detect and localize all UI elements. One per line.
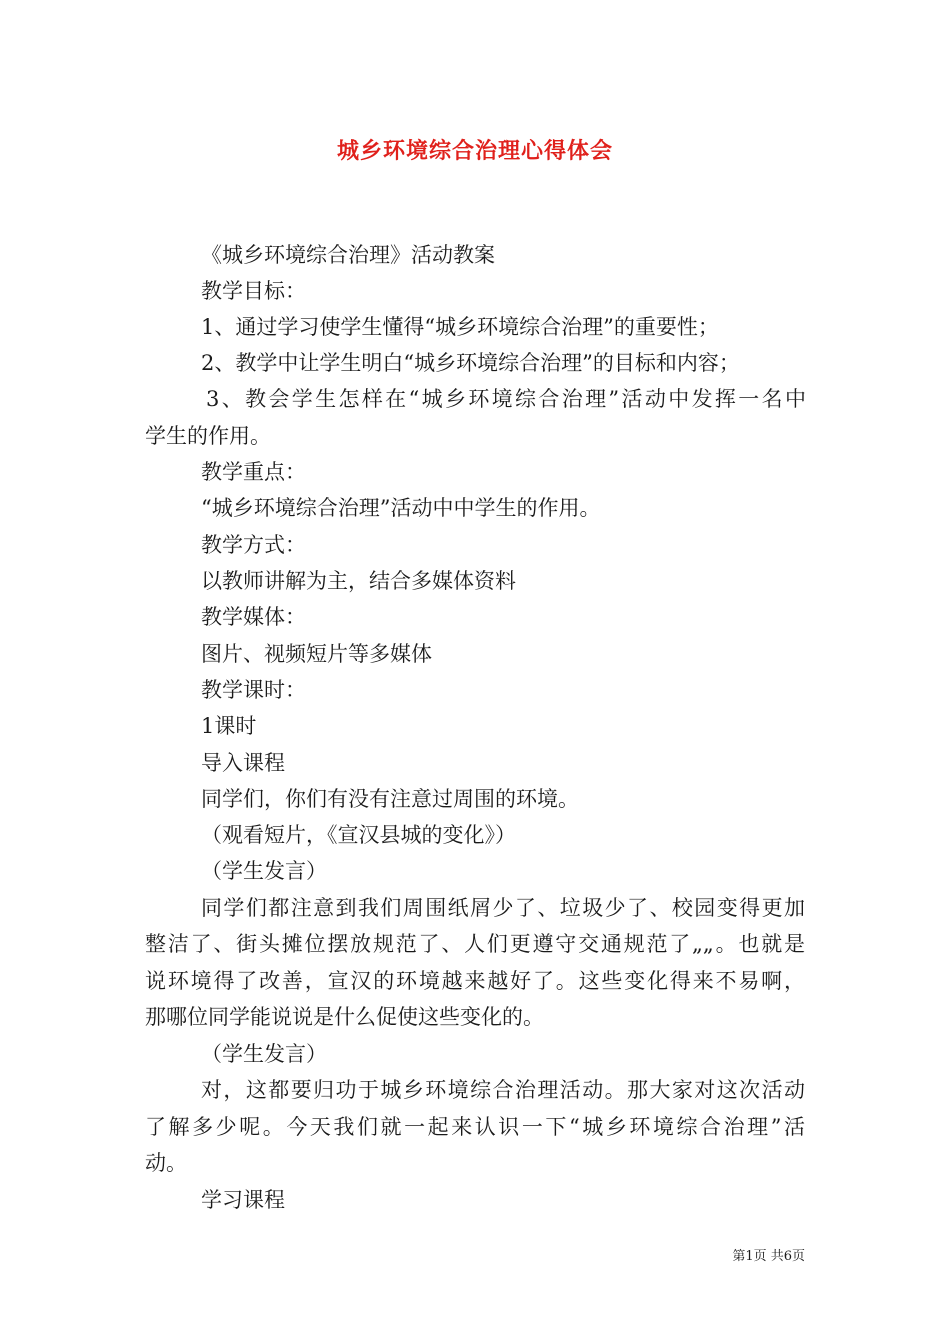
text-line: 说环境得了改善，宣汉的环境越来越好了。这些变化得来不易啊， <box>145 969 805 993</box>
text-line: 3、教会学生怎样在“城乡环境综合治理”活动中发挥一名中 <box>206 387 806 411</box>
page-number: 第1页 共6页 <box>732 1249 805 1264</box>
text-line: “城乡环境综合治理”活动中中学生的作用。 <box>201 496 601 520</box>
text-line: 学生的作用。 <box>145 424 271 448</box>
text-line: 教学方式： <box>201 533 306 557</box>
text-line: 《城乡环境综合治理》活动教案 <box>201 243 495 267</box>
document-title: 城乡环境综合治理心得体会 <box>336 139 613 164</box>
text-line: （学生发言） <box>201 859 327 883</box>
text-line: 1课时 <box>201 714 257 738</box>
text-line: 1、通过学习使学生懂得“城乡环境综合治理”的重要性； <box>201 315 719 339</box>
text-line: 对，这都要归功于城乡环境综合治理活动。那大家对这次活动 <box>201 1078 805 1102</box>
text-line: 了解多少呢。今天我们就一起来认识一下“城乡环境综合治理”活 <box>145 1115 805 1139</box>
text-line: 图片、视频短片等多媒体 <box>201 642 432 666</box>
text-line: 2、教学中让学生明白“城乡环境综合治理”的目标和内容； <box>201 351 740 375</box>
text-line: （观看短片，《宣汉县城的变化》） <box>201 823 516 847</box>
text-line: （学生发言） <box>201 1042 327 1066</box>
text-line: 动。 <box>145 1151 187 1175</box>
text-line: 整洁了、街头摊位摆放规范了、人们更遵守交通规范了„„。也就是 <box>145 932 805 956</box>
text-line: 那哪位同学能说说是什么促使这些变化的。 <box>145 1005 544 1029</box>
text-line: 教学重点： <box>201 460 306 484</box>
text-line: 同学们都注意到我们周围纸屑少了、垃圾少了、校园变得更加 <box>201 896 805 920</box>
text-line: 教学目标： <box>201 279 306 303</box>
text-line: 同学们，你们有没有注意过周围的环境。 <box>201 787 579 811</box>
text-line: 教学课时： <box>201 678 306 702</box>
text-line: 教学媒体： <box>201 605 306 629</box>
text-line: 导入课程 <box>201 751 285 775</box>
text-line: 以教师讲解为主，结合多媒体资料 <box>201 569 516 593</box>
text-line: 学习课程 <box>201 1188 285 1212</box>
